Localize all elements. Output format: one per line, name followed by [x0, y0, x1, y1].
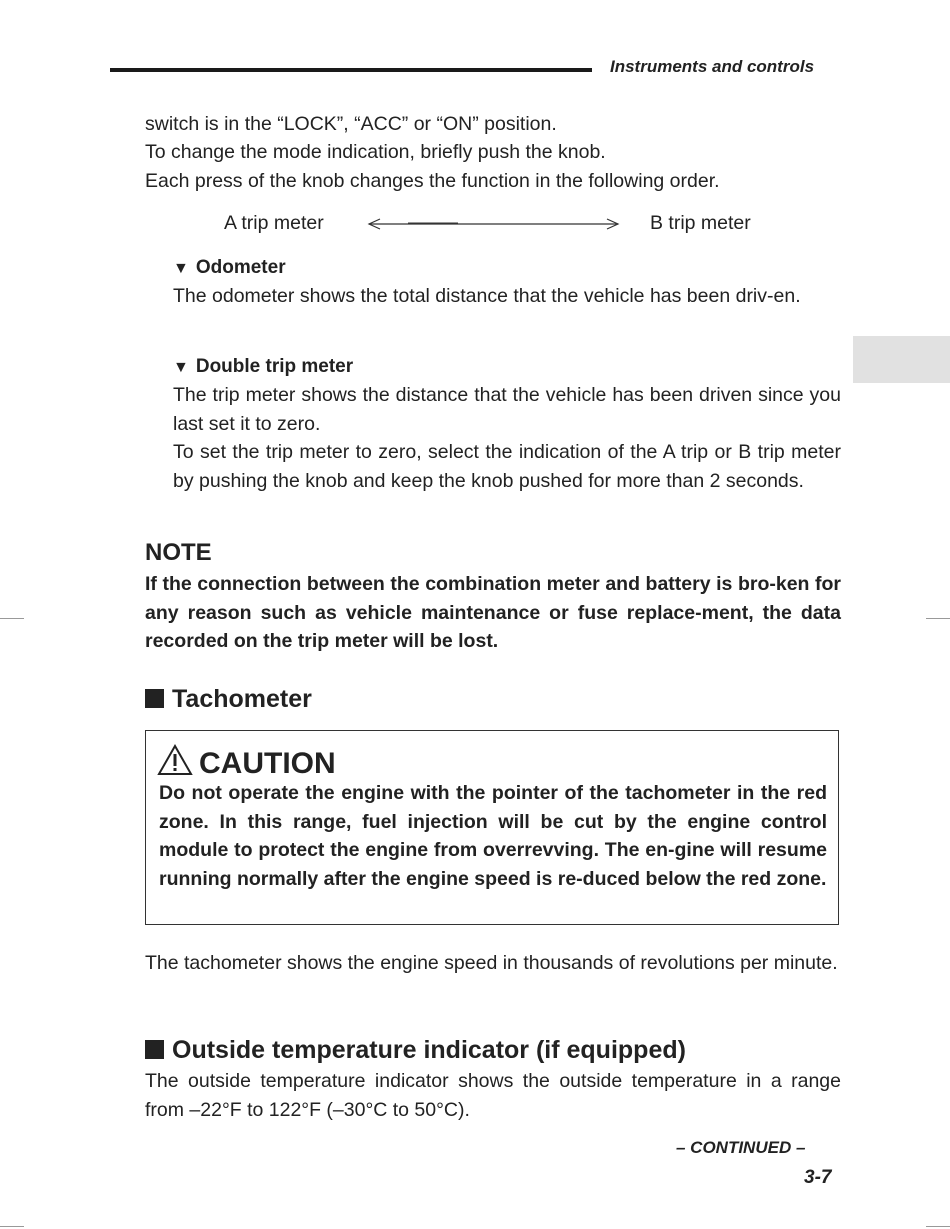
- crop-mark-right: [926, 618, 950, 619]
- black-square-icon: [145, 689, 164, 708]
- note-text: If the connection between the combination meter and battery is bro-ken for any reason such as vehicle maintenance or fuse replace-ment, the data recorded on the trip meter will be lost.: [145, 573, 841, 652]
- outside-temp-heading: [145, 1036, 686, 1065]
- triangle-down-icon: ▼: [173, 359, 189, 376]
- odometer-heading-label: Odometer: [195, 257, 286, 278]
- caution-text: Do not operate the engine with the pointer of the tachometer in the red zone. In this range, fuel injection will be cut by the engine control module to protect the engine from overrevving. The en-gine will resume running normally after the engine speed is re-duced below the red zone.: [159, 782, 827, 890]
- intro-line-1: switch is in the “LOCK”, “ACC” or “ON” position.: [145, 113, 557, 135]
- crop-mark-bottom-left: [0, 1226, 24, 1227]
- double-trip-para-1: The trip meter shows the distance that the vehicle has been driven since you last set it to zero.: [173, 384, 841, 435]
- triangle-down-icon: ▼: [173, 260, 189, 277]
- crop-mark-left: [0, 618, 24, 619]
- outside-temp-text: The outside temperature indicator shows the outside temperature in a range from –22°F to 122°F (–30°C to 50°C).: [145, 1070, 841, 1121]
- odometer-text: The odometer shows the total distance that the vehicle has been driv-en.: [173, 285, 801, 307]
- double-trip-heading: [173, 354, 353, 381]
- note-title: NOTE: [145, 539, 212, 566]
- diagram-label-b-trip: B trip meter: [650, 212, 751, 234]
- double-arrow-icon: [366, 215, 622, 233]
- black-square-icon: [145, 1040, 164, 1059]
- outside-temp-heading-label: Outside temperature indicator (if equipped): [172, 1036, 686, 1064]
- intro-line-2: To change the mode indication, briefly push the knob.: [145, 141, 606, 163]
- header-rule: [110, 68, 592, 72]
- tachometer-heading: [145, 685, 312, 714]
- crop-mark-bottom-right: [926, 1226, 950, 1227]
- double-trip-para-2: To set the trip meter to zero, select the indication of the A trip or B trip meter by pushing the knob and keep the knob pushed for more than 2 seconds.: [173, 441, 841, 492]
- intro-line-3: Each press of the knob changes the function in the following order.: [145, 170, 720, 192]
- page-number: 3-7: [804, 1167, 832, 1188]
- double-trip-heading-label: Double trip meter: [195, 356, 354, 377]
- odometer-heading: [173, 255, 286, 282]
- section-title: Instruments and controls: [610, 57, 815, 76]
- continued-label: – CONTINUED –: [676, 1138, 806, 1157]
- tachometer-text: The tachometer shows the engine speed in thousands of revolutions per minute.: [145, 952, 838, 974]
- warning-triangle-icon: [157, 744, 193, 776]
- caution-title: [157, 744, 336, 781]
- caution-title-label: CAUTION: [199, 747, 336, 780]
- diagram-label-a-trip: A trip meter: [224, 212, 324, 234]
- chapter-tab: [853, 336, 950, 383]
- tachometer-heading-label: Tachometer: [172, 685, 312, 713]
